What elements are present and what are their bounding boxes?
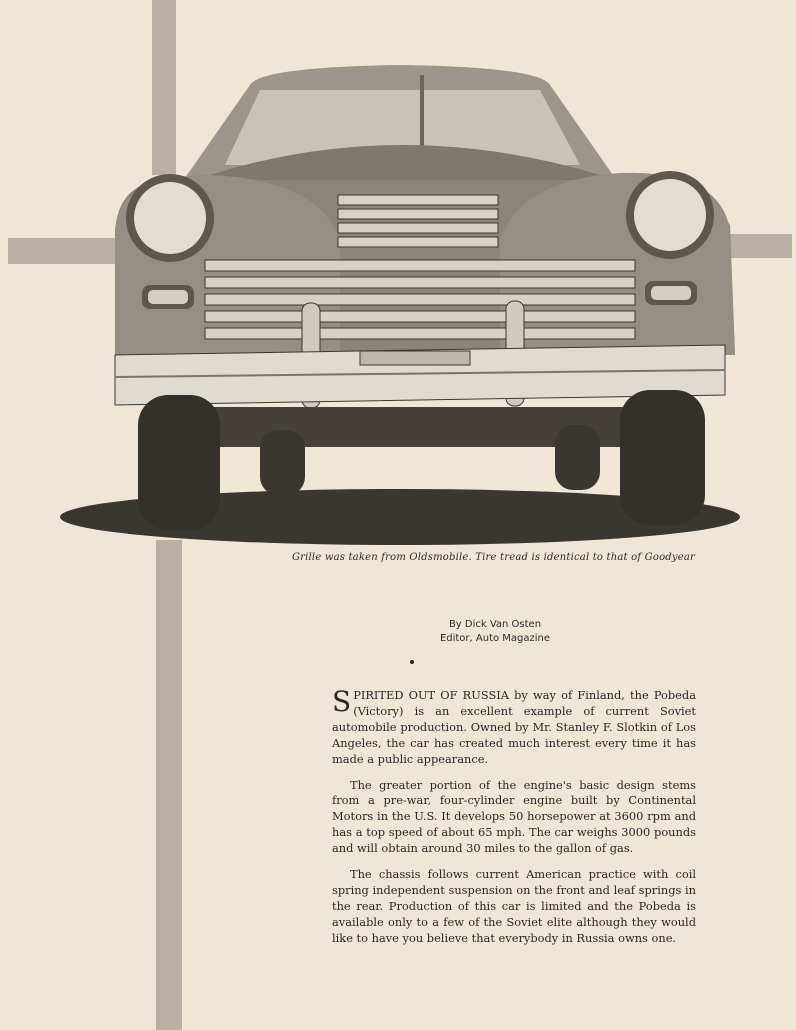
decorative-dot (410, 660, 414, 664)
article-paragraph-1 (332, 685, 696, 768)
drop-cap: S (332, 685, 352, 718)
decorative-vertical-bar-bottom (156, 540, 182, 1030)
car-front-photo (60, 55, 740, 545)
paragraph-1-text: by way of Finland, the Pobeda (Victory) is an excellent example of current Soviet automobile production. Owned by Mr. Stanley F. Slotkin of Los Angeles, the car has created much interest every time it has made a public appearance. (332, 688, 696, 766)
article-paragraph-2: The greater portion of the engine's basic design stems from a pre-war, four-cylinder engine built by Continental Motors in the U.S. It develops 50 horsepower at 3600 rpm and has a top speed of about 65 mph. The car weighs 3000 pounds and will obtain around 30 miles to the gallon of gas. (332, 777, 696, 856)
article-paragraph-3: The chassis follows current American practice with coil spring independent suspension on the front and leaf springs in the rear. Production of this car is limited and the Pobeda is available only to a few of the Soviet elite although they would like to have you believe that everybody in Russia owns one. (332, 867, 696, 945)
lead-small-caps: PIRITED OUT OF RUSSIA (353, 688, 509, 702)
byline-author: By Dick Van Osten (448, 619, 542, 630)
byline-title: Editor, Auto Magazine (439, 633, 551, 644)
photo-caption: Grille was taken from Oldsmobile. Tire tread is identical to that of Goodyear (291, 552, 695, 563)
byline (400, 618, 590, 646)
article-body (332, 685, 696, 957)
